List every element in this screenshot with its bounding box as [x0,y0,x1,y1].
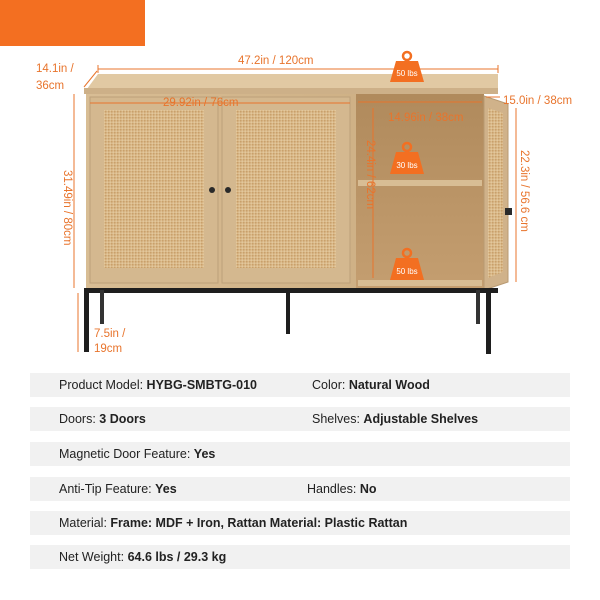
spec-row-net-weight [30,545,570,569]
spec-net-weight: Net Weight: 64.6 lbs / 29.3 kg [59,550,227,564]
dim-clearance-label-cm: 19cm [94,343,123,355]
middle-door-knob [225,187,231,193]
dim-height-label: 31.49in / 80cm [61,170,73,246]
middle-door-rattan-panel [236,110,336,268]
weight-capacity-top-icon [390,52,424,82]
svg-text:50 lbs: 50 lbs [396,69,418,78]
spec-product-model: Product Model: HYBG-SMBTG-010 [59,378,257,392]
left-door-knob [209,187,215,193]
dim-inner-height-label: 24.4in / 62cm [364,140,376,210]
leg-front-right [486,288,491,354]
dim-depth-label-in: 14.1in / [36,63,74,75]
dim-depth-label-cm: 36cm [36,80,65,92]
spec-row-material [30,511,570,535]
spec-handles: Handles: No [307,482,377,496]
spec-row-doors-shelves [30,407,570,431]
leg-front-left [84,288,89,352]
spec-doors: Doors: 3 Doors [59,412,146,426]
spec-row-model-color [30,373,570,397]
dim-right-depth-label: 15.0in / 38cm [503,95,573,107]
spec-shelves: Shelves: Adjustable Shelves [312,412,479,426]
dim-clearance-label-in: 7.5in / [94,328,126,340]
spec-anti-tip: Anti-Tip Feature: Yes [59,482,177,496]
left-door-rattan-panel [104,110,204,268]
dim-right-section-label: 14.96in / 38cm [388,112,464,124]
svg-text:30 lbs: 30 lbs [396,161,418,170]
spec-row-antitip-handles [30,477,570,501]
spec-color: Color: Natural Wood [312,378,430,392]
svg-text:50 lbs: 50 lbs [396,267,418,276]
metal-base-frame [84,288,498,293]
spec-row-magnetic [30,442,570,466]
dim-left-section-label: 29.92in / 76cm [163,97,239,109]
spec-material: Material: Frame: MDF + Iron, Rattan Material: Plastic Rattan [59,516,408,530]
dim-width-label: 47.2in / 120cm [238,55,314,67]
dim-door-height-label: 22.3in / 56.6 cm [518,150,530,232]
spec-magnetic-door: Magnetic Door Feature: Yes [59,447,216,461]
